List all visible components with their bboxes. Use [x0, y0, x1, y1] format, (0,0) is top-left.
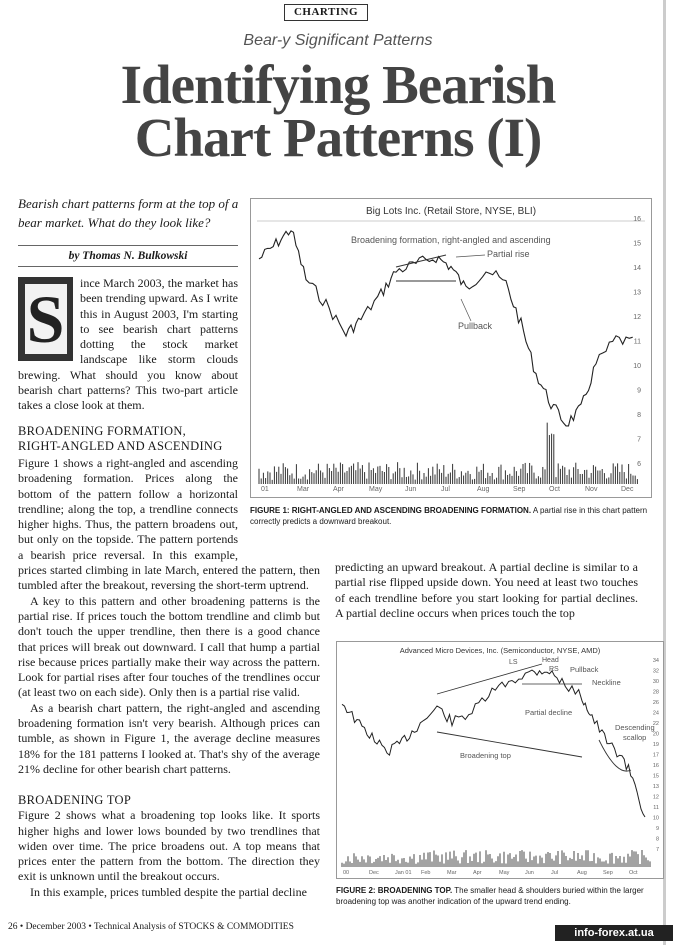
figure-1-y-tick: 11	[633, 338, 641, 346]
figure-1-x-tick: 01	[261, 486, 269, 493]
figure-1-x-tick: Mar	[297, 486, 310, 493]
section-label: CHARTING	[284, 4, 368, 21]
figure-1-y-tick: 13	[633, 289, 641, 297]
figure-2-x-tick: May	[499, 870, 510, 876]
figure-2-y-tick: 17	[652, 752, 659, 759]
dropcap-spacer	[18, 276, 80, 364]
figure-2-caption	[336, 885, 660, 907]
figure-2-y-tick: 7	[655, 847, 659, 853]
page-footer: 26 • December 2003 • Technical Analysis of STOCKS & COMMODITIES	[8, 922, 294, 932]
figure-1-y-tick: 14	[633, 265, 641, 272]
figure-2	[336, 641, 664, 879]
figure-1-y-tick: 15	[633, 240, 641, 248]
figure-2-label-scallop: scallop	[623, 733, 647, 742]
headline-line-2: Chart Patterns (I)	[134, 107, 542, 168]
figure-1-x-tick: Sep	[513, 486, 526, 493]
figure-2-label-rs: RS	[549, 666, 559, 673]
intro-paragraph	[18, 276, 238, 414]
figure-1-volume	[259, 423, 637, 484]
figure-1	[250, 198, 652, 498]
headline-line-1: Identifying Bearish	[120, 54, 556, 115]
figure-2-price-series	[342, 670, 645, 817]
heading-broadening-top: BROADENING TOP	[18, 793, 132, 808]
figure-2-label-ls: LS	[509, 659, 518, 666]
paragraph-5: In this example, prices tumbled despite the partial decline	[30, 884, 307, 899]
figure-2-y-tick: 28	[652, 689, 659, 696]
figure-1-x-tick: Jun	[405, 486, 417, 493]
figure-2-y-tick: 12	[652, 794, 659, 801]
figure-1-caption-bold: FIGURE 1: RIGHT-ANGLED AND ASCENDING BROADENING FORMATION.	[250, 506, 532, 515]
figure-2-upper-trendline	[437, 664, 542, 694]
figure-2-y-tick: 34	[652, 658, 659, 664]
heading-broadening-formation	[18, 424, 223, 454]
figure-2-x-tick: Mar	[447, 870, 457, 876]
figure-2-y-tick: 22	[652, 721, 659, 727]
figure-2-x-tick: 00	[343, 870, 350, 876]
figure-1-caption-text: A partial rise in this chart pattern correctly predicts a downward breakout.	[250, 506, 648, 526]
figure-2-y-tick: 26	[652, 700, 659, 706]
figure-1-y-tick: 9	[637, 387, 641, 395]
figure-1-y-tick: 7	[637, 436, 641, 444]
figure-2-x-tick: Apr	[473, 870, 482, 876]
figure-1-y-tick: 6	[637, 461, 641, 468]
figure-2-label-neckline: Neckline	[592, 678, 621, 687]
figure-1-y-tick: 16	[633, 216, 641, 223]
figure-1-x-tick: May	[369, 486, 383, 493]
figure-1-x-tick: Dec	[621, 486, 634, 493]
figure-1-y-tick: 8	[637, 412, 641, 419]
figure-1-x-tick: Jul	[441, 486, 450, 493]
figure-2-x-tick: Aug	[577, 870, 587, 876]
column-right-text	[335, 560, 638, 621]
figure-2-y-tick: 16	[652, 763, 659, 769]
figure-2-scallop-curve	[599, 740, 631, 771]
figure-2-y-tick: 15	[652, 773, 659, 780]
figure-1-x-tick: Apr	[333, 486, 344, 493]
figure-1-x-tick: Nov	[585, 486, 598, 493]
figure-2-x-tick: Jan 01	[395, 870, 412, 876]
dropcap-letter: S	[25, 284, 67, 354]
figure-2-y-tick: 11	[653, 805, 659, 811]
figure-2-y-tick: 20	[652, 731, 659, 738]
figure-2-x-tick: Feb	[421, 870, 431, 876]
intro-text: ince March 2003, the market has been trending upward. As I write this in August 2003, I'm starting to see bearish chart patterns dotting the stock market landscape like storm clouds brewing. What should you know about bearish chart patterns? This two-part article takes a close look at them.	[18, 276, 238, 413]
deck: Bearish chart patterns form at the top of a bear market. What do they look like?	[18, 196, 239, 230]
figure-2-label-head: Head	[542, 657, 559, 664]
figure-2-x-tick: Jul	[551, 870, 559, 876]
paragraph-1: Figure 1 shows a right-angled and ascending broadening formation. Prices along the bottom of the pattern follow a horizontal trendline; along the top, a trendline connects higher highs. Thus, the pattern broadens out, but only on the topside. The pattern portends a bearish price reversal. In this example, prices started climbing in late March, entered the pattern, then tumbled after the breakout, reversing the short-term uptrend.	[18, 456, 320, 593]
figure-1-title: Big Lots Inc. (Retail Store, NYSE, BLI)	[365, 206, 537, 217]
figure-2-y-tick: 8	[655, 836, 659, 843]
figure-2-y-tick: 10	[652, 815, 659, 822]
figure-1-price-series	[259, 231, 633, 426]
paragraph-3: As a bearish chart pattern, the right-angled and ascending broadening formation isn't very bearish. Although prices can tumble, as shown in Figure 1, the average decline measures 18% for the 181 patterns I looked at. That's shy of the average 21% decline for other bearish chart patterns.	[18, 700, 320, 776]
figure-2-x-tick: Dec	[369, 870, 379, 876]
figure-2-volume	[342, 850, 650, 867]
figure-2-label-broadening-top: Broadening top	[460, 751, 511, 760]
figure-1-label-partial-rise: Partial rise	[487, 249, 530, 259]
heading1-line1: BROADENING FORMATION,	[18, 424, 187, 438]
figure-2-caption-bold: FIGURE 2: BROADENING TOP.	[336, 886, 453, 895]
paragraph-4: Figure 2 shows what a broadening top looks like. It sports higher highs and lower lows bounded by two trendlines that widen over time. The price broadens out. A top means that prices enter the pattern from the bottom. The direction they exit is unknown until the breakout occurs.	[18, 808, 320, 884]
watermark: info-forex.at.ua	[555, 925, 673, 941]
figure-1-x-tick: Oct	[549, 486, 560, 493]
figure-1-x-tick: Aug	[477, 486, 490, 493]
figure-2-y-tick: 19	[652, 742, 659, 748]
figure-2-y-tick: 32	[652, 668, 659, 675]
figure-2-y-tick: 30	[652, 679, 659, 685]
paragraph-6: predicting an upward breakout. A partial decline is similar to a partial rise flipped upside down. You need at least two touches of each trendline before you start looking for partial declines. A partial decline occurs when prices touch the top	[335, 560, 638, 620]
kicker: Bear-y Significant Patterns	[243, 32, 433, 49]
figure-1-y-tick: 12	[633, 314, 641, 321]
figure-2-y-tick: 24	[652, 710, 659, 717]
figure-2-x-tick: Sep	[603, 870, 613, 876]
paragraph-2: A key to this pattern and other broadening patterns is the partial rise. If prices touch the bottom trendline and climb but don't touch the upper trendline, then there is a good chance that prices will break out downward. I call that hump a partial rise because prices partially make their way across the pattern. Look for partial rises after four touches of the trendlines occur (at least two on each side). Only then is a partial rise valid.	[18, 593, 320, 700]
figure-2-caption-text: The smaller head & shoulders buried within the larger broadening top was another indication of the upward trend ending.	[336, 886, 644, 906]
figure-1-caption	[250, 505, 648, 527]
figure-1-pullback-pointer	[461, 299, 471, 321]
figure-2-label-descending: Descending	[615, 723, 655, 732]
figure-2-x-tick: Jun	[525, 870, 534, 876]
figure-2-title: Advanced Micro Devices, Inc. (Semiconductor, NYSE, AMD)	[399, 646, 601, 655]
figure-1-partial-rise-pointer	[456, 255, 485, 257]
figure-1-label-broadening: Broadening formation, right-angled and ascending	[351, 235, 551, 245]
figure-2-label-pullback: Pullback	[570, 665, 599, 674]
figure-2-chart	[337, 642, 663, 878]
figure-1-chart	[251, 199, 651, 497]
figure-2-y-tick: 9	[655, 826, 659, 832]
figure-2-x-tick: Oct	[629, 870, 638, 876]
heading1-line2: RIGHT-ANGLED AND ASCENDING	[18, 439, 223, 453]
byline: by Thomas N. Bulkowski	[18, 245, 238, 267]
figure-1-y-tick: 10	[633, 363, 641, 370]
figure-2-label-partial-decline: Partial decline	[525, 708, 573, 717]
figure-2-y-tick: 13	[652, 784, 659, 790]
figure-1-label-pullback: Pullback	[458, 321, 493, 331]
headline	[0, 54, 676, 168]
